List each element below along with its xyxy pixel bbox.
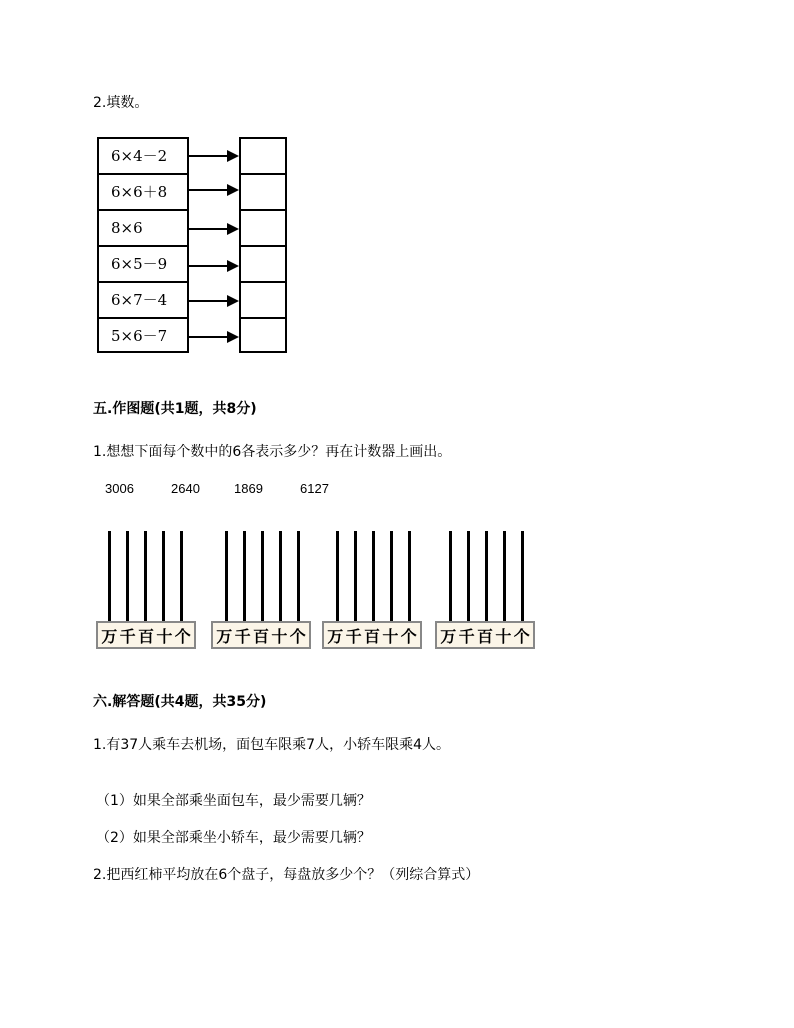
place-label: 千 — [234, 626, 251, 646]
arrow-right-icon — [189, 259, 239, 273]
abacus-rod[interactable] — [485, 531, 488, 623]
arrow-right-icon — [189, 330, 239, 344]
place-label: 十 — [382, 626, 399, 646]
abacus-rod[interactable] — [162, 531, 165, 623]
section-6-question-1: 1.有37人乘车去机场，面包车限乘7人，小轿车限乘4人。 — [93, 737, 450, 753]
arrow-right-icon — [189, 183, 239, 197]
question-1-part-1: （1）如果全部乘坐面包车，最少需要几辆？ — [96, 793, 371, 809]
abacus-rod[interactable] — [408, 531, 411, 623]
abacus-rod[interactable] — [372, 531, 375, 623]
answer-blank[interactable] — [241, 247, 285, 283]
expression-column — [97, 137, 189, 353]
place-label: 千 — [458, 626, 475, 646]
counting-frame[interactable] — [322, 531, 422, 651]
section-6-heading: 六.解答题(共4题，共35分) — [93, 694, 267, 710]
place-label: 万 — [327, 626, 344, 646]
abacus-rod[interactable] — [261, 531, 264, 623]
abacus-rod[interactable] — [503, 531, 506, 623]
place-label: 个 — [400, 626, 417, 646]
abacus-rod[interactable] — [297, 531, 300, 623]
abacus-rod[interactable] — [108, 531, 111, 623]
arrow-right-icon — [189, 149, 239, 163]
place-label: 万 — [440, 626, 457, 646]
abacus-rod[interactable] — [180, 531, 183, 623]
answer-blank[interactable] — [241, 211, 285, 247]
abacus-rod[interactable] — [449, 531, 452, 623]
abacus-rod[interactable] — [126, 531, 129, 623]
abacus-base — [211, 621, 311, 649]
answer-blank[interactable] — [241, 175, 285, 211]
number-label: 2640 — [171, 481, 200, 496]
place-label: 十 — [156, 626, 173, 646]
place-label: 十 — [495, 626, 512, 646]
section-6-question-2: 2.把西红柿平均放在6个盘子，每盘放多少个？（列综合算式） — [93, 867, 480, 883]
arrow-right-icon — [189, 222, 239, 236]
expression-cell: 6×7－4 — [99, 283, 187, 319]
place-label: 十 — [271, 626, 288, 646]
counting-frame[interactable] — [211, 531, 311, 651]
place-label: 千 — [345, 626, 362, 646]
abacus-rod[interactable] — [390, 531, 393, 623]
abacus-rod[interactable] — [521, 531, 524, 623]
expression-cell: 6×6＋8 — [99, 175, 187, 211]
abacus-rod[interactable] — [144, 531, 147, 623]
place-label: 百 — [363, 626, 380, 646]
number-label: 3006 — [105, 481, 134, 496]
abacus-base — [435, 621, 535, 649]
number-label: 6127 — [300, 481, 329, 496]
abacus-rod[interactable] — [225, 531, 228, 623]
expression-cell: 6×5－9 — [99, 247, 187, 283]
abacus-base — [322, 621, 422, 649]
expression-cell: 8×6 — [99, 211, 187, 247]
place-label: 个 — [289, 626, 306, 646]
place-label: 个 — [174, 626, 191, 646]
counting-frame[interactable] — [96, 531, 196, 651]
answer-column — [239, 137, 287, 353]
expression-cell: 5×6－7 — [111, 327, 168, 345]
abacus-rod[interactable] — [279, 531, 282, 623]
place-label: 万 — [101, 626, 118, 646]
counting-frame[interactable] — [435, 531, 535, 651]
question-1-part-2: （2）如果全部乘坐小轿车，最少需要几辆？ — [96, 830, 371, 846]
answer-blank[interactable] — [241, 319, 285, 355]
arrow-right-icon — [189, 294, 239, 308]
answer-blank[interactable] — [241, 139, 285, 175]
abacus-rod[interactable] — [467, 531, 470, 623]
abacus-rod[interactable] — [243, 531, 246, 623]
place-label: 百 — [137, 626, 154, 646]
place-label: 百 — [252, 626, 269, 646]
place-label: 百 — [476, 626, 493, 646]
answer-blank[interactable] — [241, 283, 285, 319]
place-label: 个 — [513, 626, 530, 646]
place-label: 万 — [216, 626, 233, 646]
section-5-heading: 五.作图题(共1题，共8分) — [93, 401, 257, 417]
abacus-rod[interactable] — [354, 531, 357, 623]
number-label: 1869 — [234, 481, 263, 496]
section-5-question-1: 1.想想下面每个数中的6各表示多少？再在计数器上画出。 — [93, 444, 452, 460]
place-label: 千 — [119, 626, 136, 646]
expression-cell: 6×4－2 — [99, 139, 187, 175]
abacus-rod[interactable] — [336, 531, 339, 623]
abacus-base — [96, 621, 196, 649]
question-2-title: 2.填数。 — [93, 95, 149, 111]
